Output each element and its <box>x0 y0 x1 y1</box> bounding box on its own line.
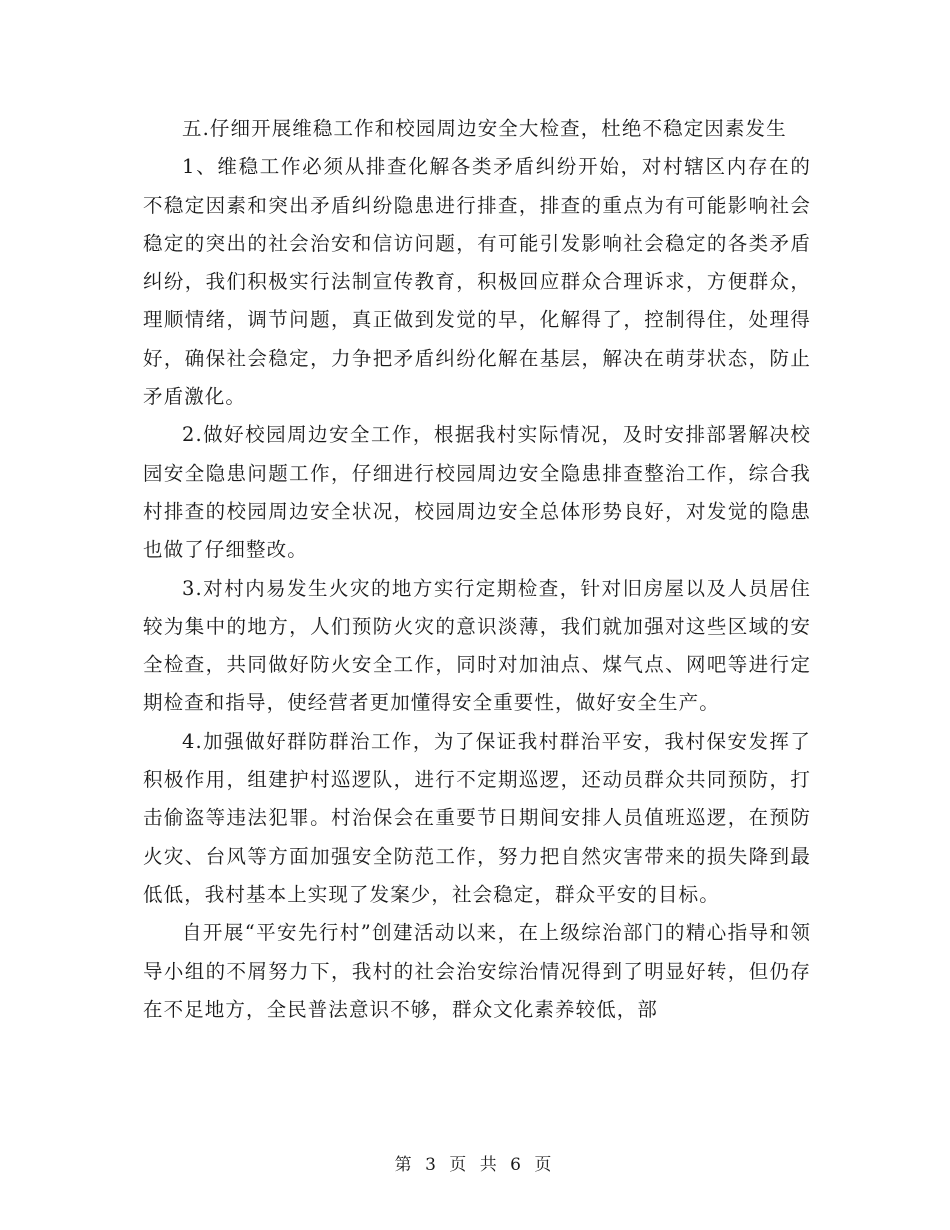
document-body <box>143 110 811 1029</box>
paragraph-5: 自开展“平安先行村”创建活动以来，在上级综治部门的精心指导和领导小组的不屑努力下，我村的社会治安综治情况得到了明显好转，但仍存在不足地方，全民普法意识不够，群众文化素养较低，部 <box>143 921 811 1021</box>
paragraph-4: 4.加强做好群防群治工作，为了保证我村群治平安，我村保安发挥了积极作用，组建护村巡逻队，进行不定期巡逻，还动员群众共同预防，打击偷盗等违法犯罪。村治保会在重要节日期间安排人员值班巡逻，在预防火灾、台风等方面加强安全防范工作，努力把自然灾害带来的损失降到最低低，我村基本上实现了发案少，社会稳定，群众平安的目标。 <box>143 729 811 906</box>
paragraph-1: 1、维稳工作必须从排查化解各类矛盾纠纷开始，对村辖区内存在的不稳定因素和突出矛盾纠纷隐患进行排查，排查的重点为有可能影响社会稳定的突出的社会治安和信访问题，有可能引发影响社会稳定的各类矛盾纠纷，我们积极实行法制宣传教育，积极回应群众合理诉求，方便群众，理顺情绪，调节问题，真正做到发觉的早，化解得了，控制得住，处理得好，确保社会稳定，力争把矛盾纠纷化解在基层，解决在萌芽状态，防止矛盾激化。 <box>143 155 811 409</box>
paragraph-2: 2.做好校园周边安全工作，根据我村实际情况，及时安排部署解决校园安全隐患问题工作，仔细进行校园周边安全隐患排查整治工作，综合我村排查的校园周边安全状况，校园周边安全总体形势良好，对发觉的隐患也做了仔细整改。 <box>143 423 811 562</box>
section-heading: 五.仔细开展维稳工作和校园周边安全大检查，杜绝不稳定因素发生 <box>182 117 787 140</box>
paragraph-3: 3.对村内易发生火灾的地方实行定期检查，针对旧房屋以及人员居住较为集中的地方，人们预防火灾的意识淡薄，我们就加强对这些区域的安全检查，共同做好防火安全工作，同时对加油点、煤气点、网吧等进行定期检查和指导，使经营者更加懂得安全重要性，做好安全生产。 <box>143 576 811 715</box>
page-number-footer: 第 3 页 共 6 页 <box>394 1155 556 1175</box>
